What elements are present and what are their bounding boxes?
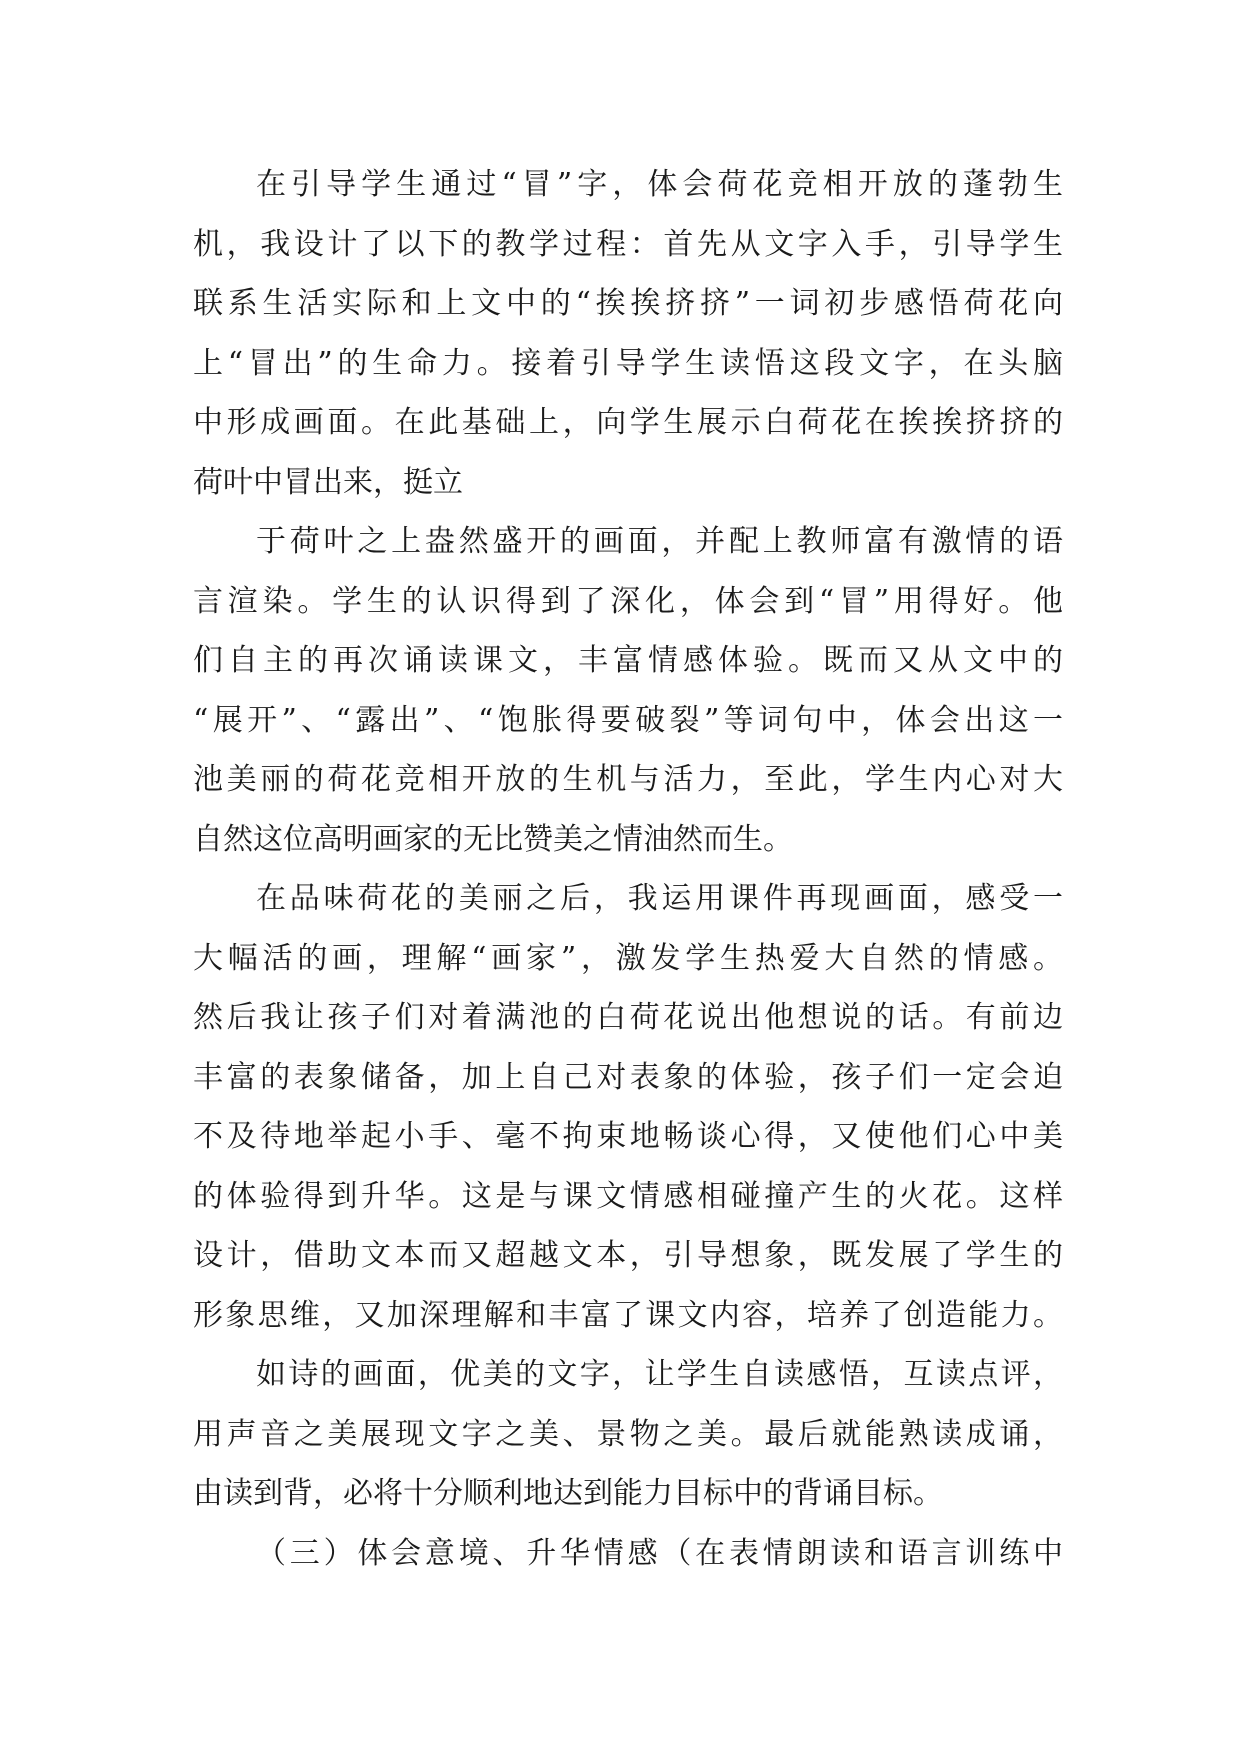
paragraph xyxy=(193,155,1063,512)
paragraph xyxy=(193,1345,1063,1524)
text-line: 如诗的画面，优美的文字，让学生自读感悟，互读点评， xyxy=(256,1357,1063,1392)
text-line: 机，我设计了以下的教学过程：首先从文字入手，引导学生 xyxy=(193,226,1063,262)
text-line: 言渲染。学生的认识得到了深化，体会到“冒”用得好。他 xyxy=(193,583,1063,619)
text-line: 于荷叶之上盎然盛开的画面，并配上教师富有激情的语 xyxy=(256,524,1063,559)
text-line: 在品味荷花的美丽之后，我运用课件再现画面，感受一 xyxy=(256,881,1063,916)
text-line: 形象思维，又加深理解和丰富了课文内容，培养了创造能力。 xyxy=(193,1297,1063,1333)
text-line: 的体验得到升华。这是与课文情感相碰撞产生的火花。这样 xyxy=(193,1178,1063,1214)
text-line: 然后我让孩子们对着满池的白荷花说出他想说的话。有前边 xyxy=(193,1000,1063,1035)
text-line: 丰富的表象储备，加上自己对表象的体验，孩子们一定会迫 xyxy=(193,1059,1063,1095)
body-text xyxy=(193,155,1063,1583)
text-line: “展开”、“露出”、“饱胀得要破裂”等词句中，体会出这一 xyxy=(193,702,1063,738)
text-line: 自然这位高明画家的无比赞美之情油然而生。 xyxy=(193,821,793,857)
text-line: 设计，借助文本而又超越文本，引导想象，既发展了学生的 xyxy=(193,1238,1063,1273)
text-line: 上“冒出”的生命力。接着引导学生读悟这段文字，在头脑 xyxy=(193,345,1063,381)
text-line: 大幅活的画，理解“画家”，激发学生热爱大自然的情感。 xyxy=(193,940,1063,976)
text-line: 用声音之美展现文字之美、景物之美。最后就能熟读成诵， xyxy=(193,1416,1063,1452)
text-line: 中形成画面。在此基础上，向学生展示白荷花在挨挨挤挤的 xyxy=(193,405,1063,440)
paragraph xyxy=(193,512,1063,869)
text-line: 们自主的再次诵读课文，丰富情感体验。既而又从文中的 xyxy=(193,643,1063,678)
text-line: （三）体会意境、升华情感（在表情朗读和语言训练中 xyxy=(256,1535,1063,1571)
text-line: 由读到背，必将十分顺利地达到能力目标中的背诵目标。 xyxy=(193,1476,943,1511)
section-heading xyxy=(193,1524,1063,1584)
text-line: 不及待地举起小手、毫不拘束地畅谈心得，又使他们心中美 xyxy=(193,1119,1063,1154)
text-line: 池美丽的荷花竞相开放的生机与活力，至此，学生内心对大 xyxy=(193,762,1063,797)
text-line: 在引导学生通过“冒”字，体会荷花竞相开放的蓬勃生 xyxy=(256,167,1063,202)
text-line: 联系生活实际和上文中的“挨挨挤挤”一词初步感悟荷花向 xyxy=(193,286,1063,321)
text-line: 荷叶中冒出来，挺立 xyxy=(193,464,463,500)
paragraph xyxy=(193,869,1063,1345)
